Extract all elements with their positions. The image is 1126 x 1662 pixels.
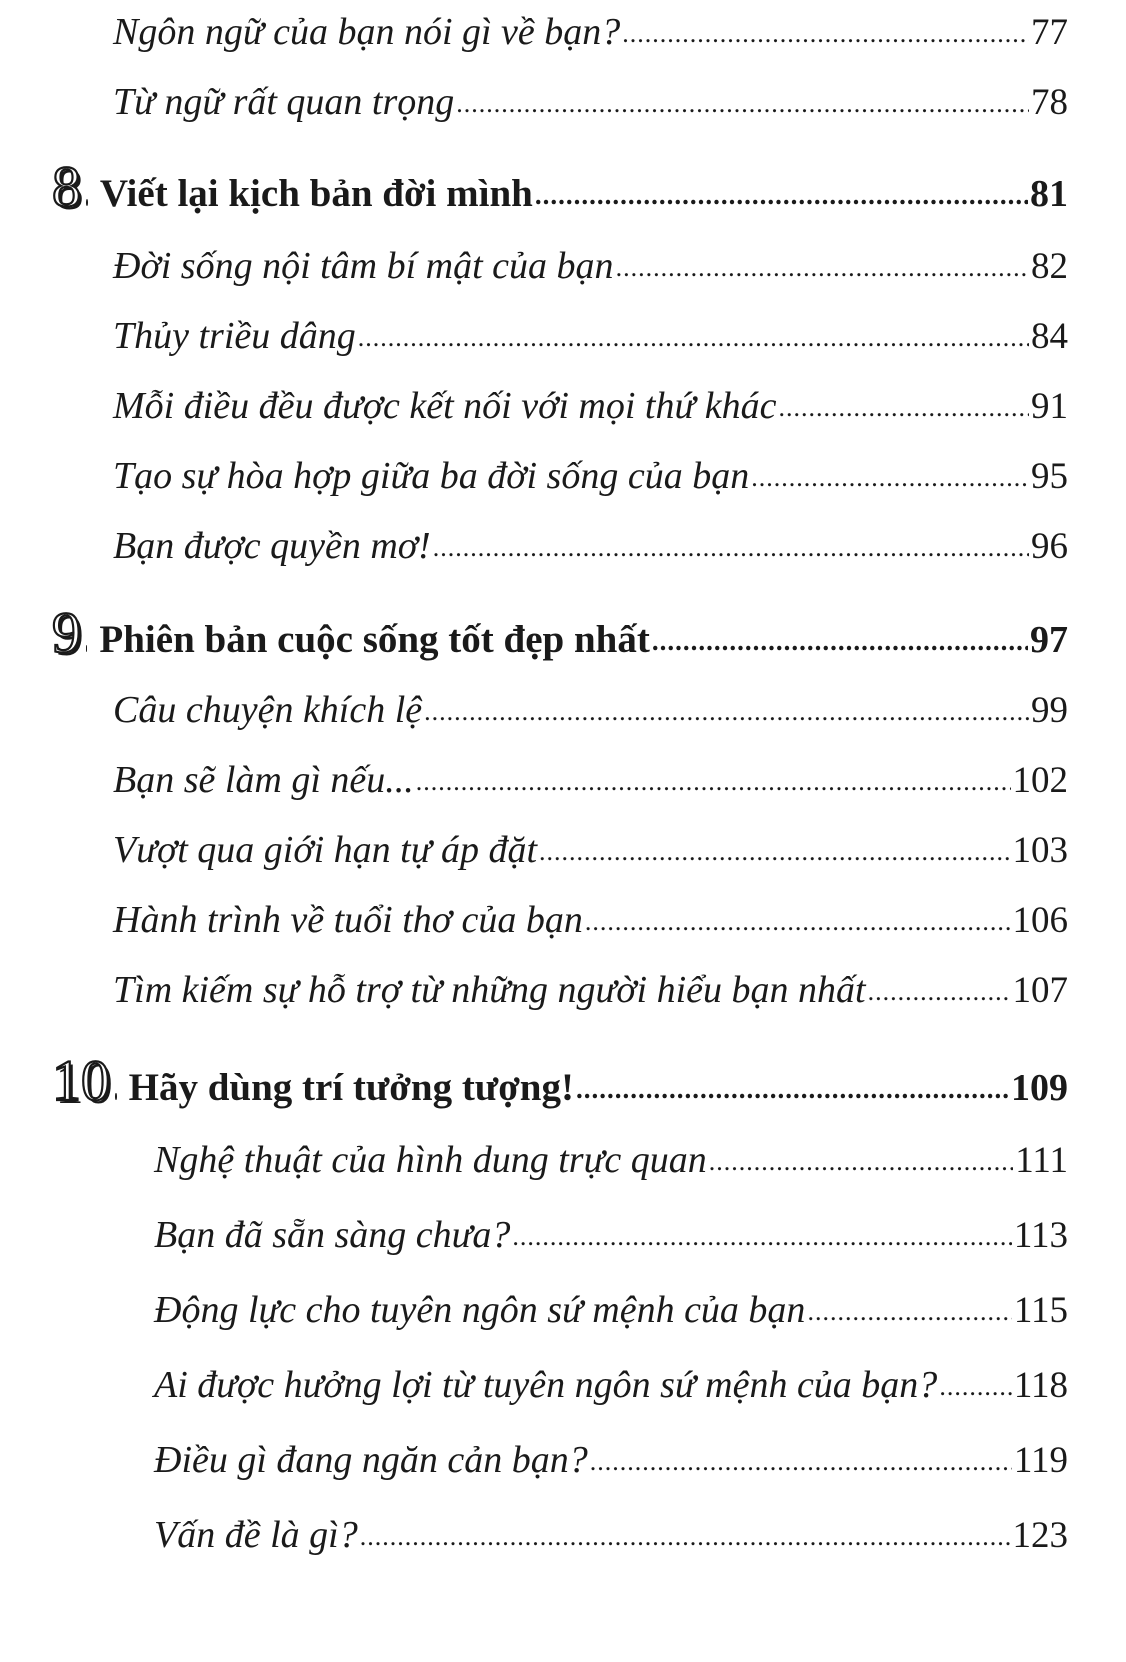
toc-entry-title: Mỗi điều đều được kết nối với mọi thứ khác xyxy=(113,385,777,427)
toc-entry-page: 78 xyxy=(1031,82,1068,123)
toc-entry-page: 113 xyxy=(1013,1215,1068,1256)
dot-leader xyxy=(868,979,1011,1005)
dot-leader xyxy=(807,1299,1011,1325)
dot-leader xyxy=(424,699,1029,725)
toc-entry xyxy=(113,454,1068,498)
dot-leader xyxy=(576,1076,1009,1103)
chapter-title: Hãy dùng trí tưởng tượng! xyxy=(128,1066,574,1109)
toc-entry-title: Tìm kiếm sự hỗ trợ từ những người hiểu bạn nhất xyxy=(113,969,866,1011)
toc-entry-title: Động lực cho tuyên ngôn sứ mệnh của bạn xyxy=(154,1289,806,1331)
toc-entry-title: Câu chuyện khích lệ xyxy=(113,689,423,731)
chapter-heading xyxy=(52,1048,1068,1113)
toc-entry-page: 103 xyxy=(1012,830,1068,871)
toc-entry-title: Bạn đã sẵn sàng chưa? xyxy=(154,1214,511,1256)
dot-leader xyxy=(939,1374,1012,1400)
chapter-number: 8 xyxy=(52,154,81,219)
toc-entry-page: 115 xyxy=(1013,1290,1068,1331)
chapter-number: 10 xyxy=(52,1048,110,1113)
dot-leader xyxy=(360,1524,1011,1550)
toc-entry-title: Ngôn ngữ của bạn nói gì về bạn? xyxy=(113,11,621,53)
toc-entry-title: Bạn được quyền mơ! xyxy=(113,525,431,567)
toc-entry-title: Vượt qua giới hạn tự áp đặt xyxy=(113,829,538,871)
chapter-heading xyxy=(52,154,1068,219)
toc-entry-page: 102 xyxy=(1012,760,1068,801)
dot-leader xyxy=(416,769,1011,795)
chapter-page: 81 xyxy=(1030,173,1068,215)
toc-entry-page: 123 xyxy=(1012,1515,1068,1556)
dot-leader xyxy=(539,839,1010,865)
toc-entry-title: Nghệ thuật của hình dung trực quan xyxy=(154,1139,707,1181)
toc-entry xyxy=(113,244,1068,288)
dot-leader xyxy=(652,628,1028,655)
toc-entry xyxy=(113,758,1068,802)
toc-entry-page: 91 xyxy=(1031,386,1068,427)
toc-entry xyxy=(154,1213,1068,1257)
toc-entry-page: 95 xyxy=(1031,456,1068,497)
toc-entry xyxy=(113,524,1068,568)
chapter-page: 97 xyxy=(1030,619,1068,661)
toc-entry-page: 111 xyxy=(1015,1140,1068,1181)
toc-entry-title: Thủy triều dâng xyxy=(113,315,356,357)
dot-leader xyxy=(590,1449,1012,1475)
toc-entry-title: Điều gì đang ngăn cản bạn? xyxy=(154,1439,588,1481)
chapter-title: Phiên bản cuộc sống tốt đẹp nhất xyxy=(99,618,650,661)
toc-entry-page: 118 xyxy=(1013,1365,1068,1406)
toc-entry-page: 77 xyxy=(1031,12,1068,53)
chapter-title: Viết lại kịch bản đời mình xyxy=(99,172,533,215)
toc-entry-title: Hành trình về tuổi thơ của bạn xyxy=(113,899,583,941)
toc-entry xyxy=(113,80,1068,124)
toc-entry-page: 119 xyxy=(1013,1440,1068,1481)
toc-entry-title: Vấn đề là gì? xyxy=(154,1514,358,1556)
toc-entry-page: 96 xyxy=(1031,526,1068,567)
toc-entry xyxy=(113,828,1068,872)
toc-entry-title: Đời sống nội tâm bí mật của bạn xyxy=(113,245,614,287)
toc-entry-title: Ai được hưởng lợi từ tuyên ngôn sứ mệnh của bạn? xyxy=(154,1364,938,1406)
toc-entry-title: Bạn sẽ làm gì nếu... xyxy=(113,759,414,801)
toc-entry xyxy=(113,968,1068,1012)
toc-entry-page: 107 xyxy=(1012,970,1068,1011)
toc-entry xyxy=(113,688,1068,732)
chapter-bullet xyxy=(86,645,87,652)
chapter-heading xyxy=(52,600,1068,665)
dot-leader xyxy=(456,91,1029,117)
dot-leader xyxy=(622,21,1029,47)
toc-entry-title: Từ ngữ rất quan trọng xyxy=(113,81,455,123)
toc-entry xyxy=(113,10,1068,54)
dot-leader xyxy=(751,465,1029,491)
chapter-bullet xyxy=(86,199,88,206)
dot-leader xyxy=(709,1149,1014,1175)
toc-entry xyxy=(154,1288,1068,1332)
dot-leader xyxy=(433,535,1029,561)
toc-entry xyxy=(154,1438,1068,1482)
toc-entry-page: 99 xyxy=(1031,690,1068,731)
toc-entry-page: 106 xyxy=(1012,900,1068,941)
toc-entry-page: 84 xyxy=(1031,316,1068,357)
toc-entry xyxy=(113,898,1068,942)
toc-entry xyxy=(113,314,1068,358)
chapter-number: 9 xyxy=(52,600,81,665)
chapter-bullet xyxy=(115,1093,117,1100)
dot-leader xyxy=(585,909,1011,935)
dot-leader xyxy=(512,1224,1011,1250)
toc-entry xyxy=(154,1513,1068,1557)
dot-leader xyxy=(358,325,1029,351)
chapter-page: 109 xyxy=(1011,1067,1068,1109)
dot-leader xyxy=(616,255,1029,281)
toc-entry xyxy=(113,384,1068,428)
toc-entry-title: Tạo sự hòa hợp giữa ba đời sống của bạn xyxy=(113,455,750,497)
toc-entry xyxy=(154,1363,1068,1407)
toc-entry xyxy=(154,1138,1068,1182)
dot-leader xyxy=(535,182,1028,209)
dot-leader xyxy=(778,395,1029,421)
toc-entry-page: 82 xyxy=(1031,246,1068,287)
